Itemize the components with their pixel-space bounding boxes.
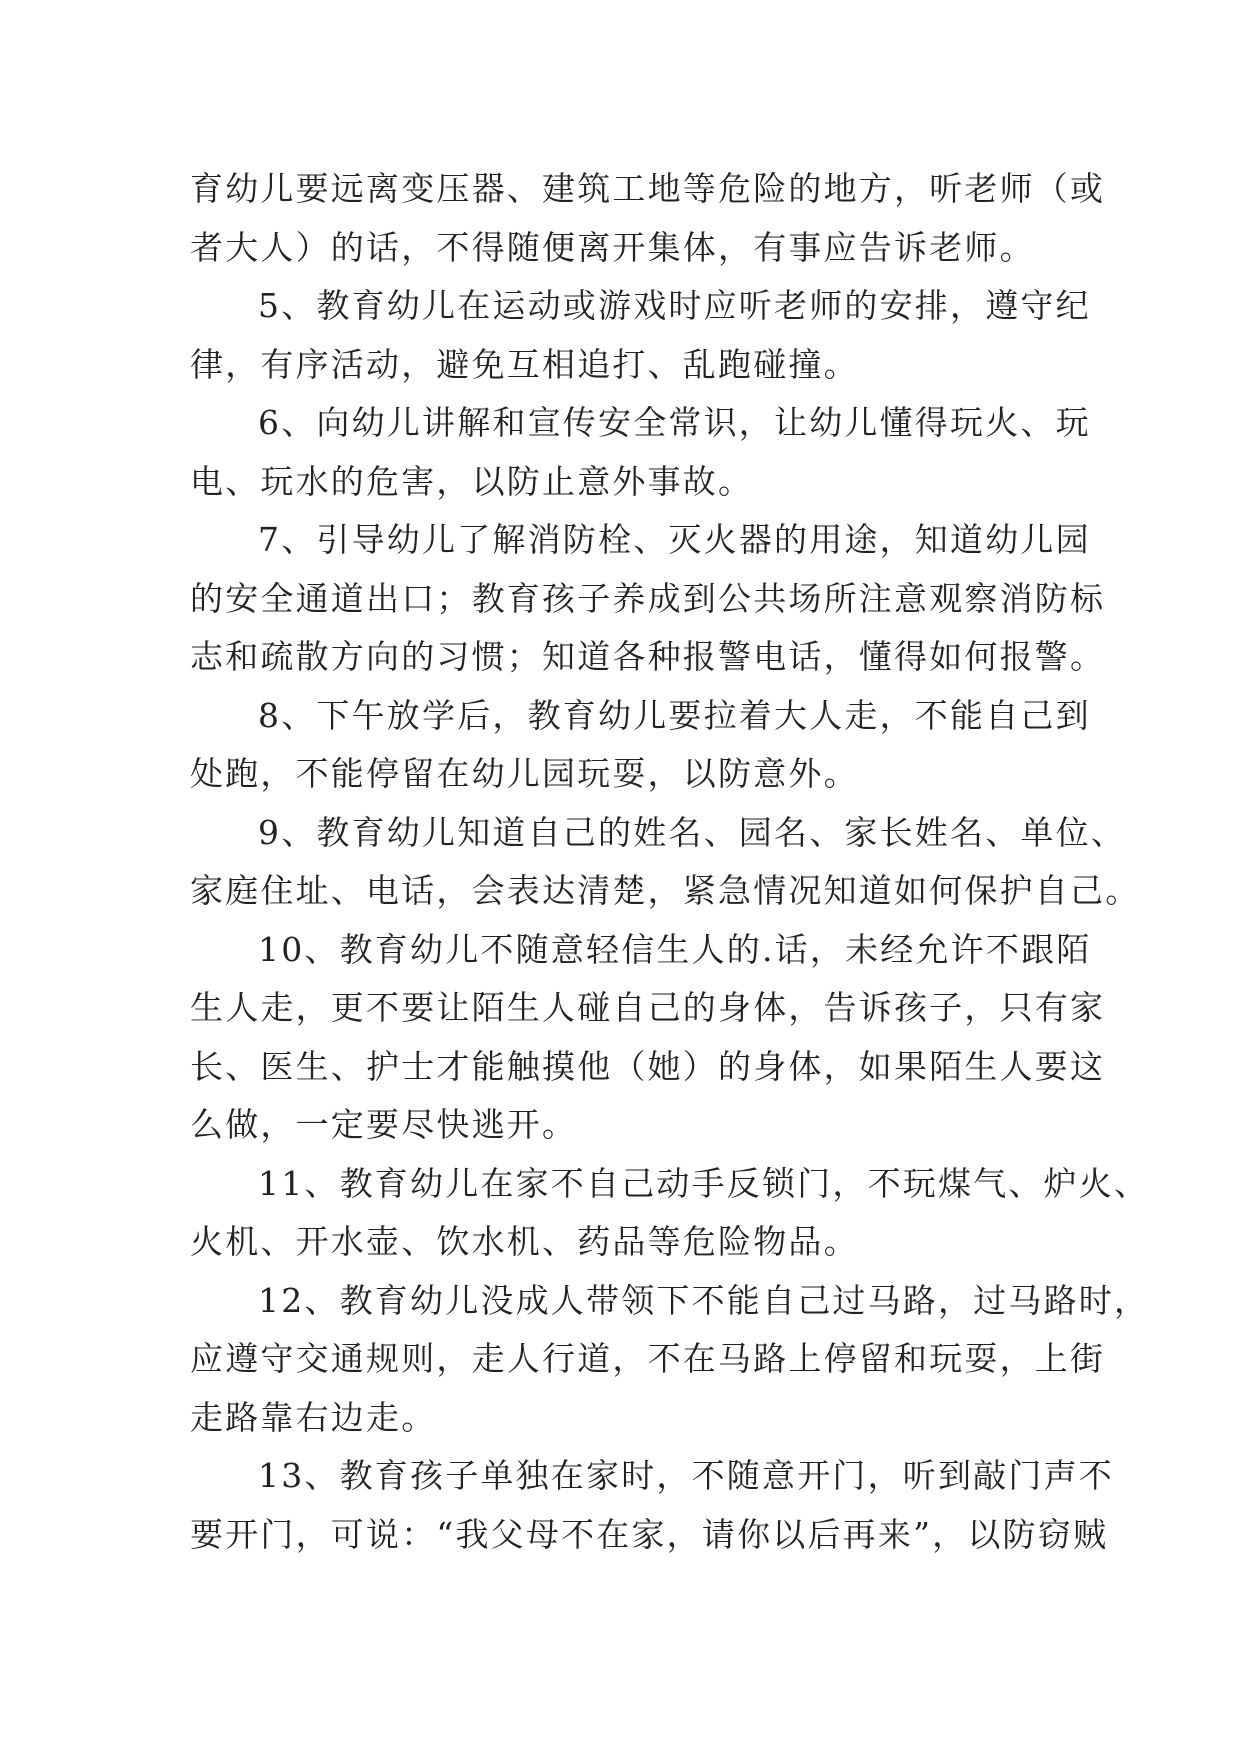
- text-line: 生人走，更不要让陌生人碰自己的身体，告诉孩子，只有家: [190, 988, 1106, 1027]
- paragraph-item-8: 8、下午放学后，教育幼儿要拉着大人走，不能自己到: [258, 695, 1091, 735]
- text-line: 律，有序活动，避免互相追打、乱跑碰撞。: [190, 344, 859, 384]
- paragraph-item-12: 12、教育幼儿没成人带领下不能自己过马路，过马路时，: [258, 1280, 1150, 1320]
- text-line: 么做，一定要尽快逃开。: [190, 1105, 578, 1144]
- text-line: 者大人）的话，不得随便离开集体，有事应告诉老师。: [190, 227, 1035, 267]
- text-line: 长、医生、护士才能触摸他（她）的身体，如果陌生人要这: [190, 1046, 1106, 1086]
- paragraph-item-9: 9、教育幼儿知道自己的姓名、园名、家长姓名、单位、: [258, 812, 1126, 852]
- text-line: 处跑，不能停留在幼儿园玩耍，以防意外。: [190, 754, 859, 793]
- paragraph-item-6: 6、向幼儿讲解和宣传安全常识，让幼儿懂得玩火、玩: [258, 403, 1091, 442]
- text-line: 走路靠右边走。: [190, 1397, 437, 1437]
- paragraph-item-7: 7、引导幼儿了解消防栓、灭火器的用途，知道幼儿园: [258, 520, 1091, 559]
- text-line: 要开门，可说：“我父母不在家，请你以后再来”，以防窃贼: [190, 1514, 1109, 1554]
- paragraph-item-11: 11、教育幼儿在家不自己动手反锁门，不玩煤气、炉火、: [258, 1163, 1150, 1203]
- text-line: 的安全通道出口；教育孩子养成到公共场所注意观察消防标: [190, 578, 1106, 618]
- text-line: 志和疏散方向的习惯；知道各种报警电话，懂得如何报警。: [190, 637, 1106, 676]
- paragraph-item-13: 13、教育孩子单独在家时，不随意开门，听到敲门声不: [258, 1456, 1114, 1495]
- paragraph-item-5: 5、教育幼儿在运动或游戏时应听老师的安排，遵守纪: [258, 286, 1091, 325]
- paragraph-item-10: 10、教育幼儿不随意轻信生人的.话，未经允许不跟陌: [258, 929, 1092, 969]
- text-line: 火机、开水壶、饮水机、药品等危险物品。: [190, 1222, 859, 1261]
- document-body: [190, 160, 1150, 1564]
- text-line: 家庭住址、电话，会表达清楚，紧急情况知道如何保护自己。: [190, 871, 1141, 910]
- text-line: 育幼儿要远离变压器、建筑工地等危险的地方，听老师（或: [190, 169, 1106, 208]
- text-line: 应遵守交通规则，走人行道，不在马路上停留和玩耍，上街: [190, 1339, 1106, 1378]
- text-line: 电、玩水的危害，以防止意外事故。: [190, 461, 754, 501]
